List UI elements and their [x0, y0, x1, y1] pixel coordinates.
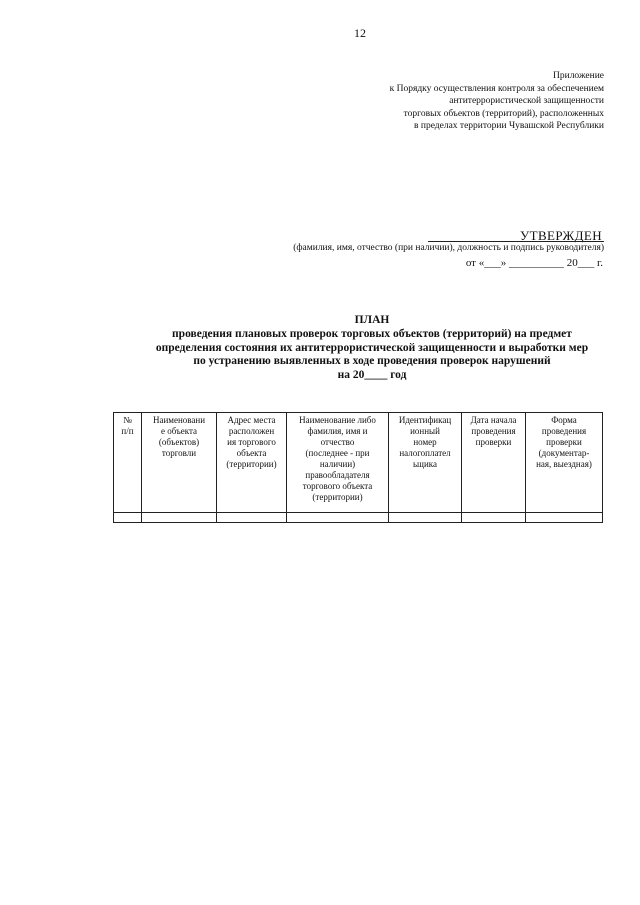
page-number: 12 — [354, 26, 366, 40]
column-header-line: наличии) — [319, 459, 356, 469]
table-cell — [114, 513, 142, 523]
signature-caption: (фамилия, имя, отчество (при наличии), должность и подпись руководителя) — [293, 243, 604, 253]
column-header-line: фамилия, имя и — [307, 426, 368, 436]
column-header-line: проверки — [546, 437, 582, 447]
column-header-address — [217, 413, 287, 513]
column-header-line: (территории) — [226, 459, 277, 469]
column-header-line: проведения — [541, 426, 587, 436]
table-cell — [526, 513, 603, 523]
plan-title-block — [92, 314, 640, 383]
column-header-start-date — [462, 413, 526, 513]
column-header-line: № — [123, 415, 132, 425]
table-cell — [462, 513, 526, 523]
column-header-line: Адрес места — [227, 415, 276, 425]
column-header-line: проведения — [471, 426, 516, 436]
column-header-line: проверки — [475, 437, 512, 447]
plan-subtitle-line: определения состояния их антитеррористической защищенности и выработки мер — [155, 341, 589, 354]
appendix-line: в пределах территории Чувашской Республики — [414, 121, 604, 131]
table-cell — [142, 513, 217, 523]
column-header-line: Идентификац — [398, 415, 452, 425]
appendix-line: Приложение — [553, 71, 604, 81]
table-cell — [217, 513, 287, 523]
signature-line — [428, 241, 604, 242]
appendix-line: антитеррористической защищенности — [449, 96, 604, 106]
column-header-line: торгового объекта — [302, 481, 373, 491]
table-cell — [389, 513, 462, 523]
column-header-number — [114, 413, 142, 513]
plan-subtitle-line: на 20____ год — [337, 369, 407, 382]
column-header-object-name — [142, 413, 217, 513]
column-header-line: номер — [413, 437, 437, 447]
approval-date-line: от «___» __________ 20___ г. — [465, 257, 603, 269]
table-header-row — [114, 413, 603, 513]
column-header-line: правообладателя — [305, 470, 370, 480]
plan-title: ПЛАН — [354, 314, 390, 326]
column-header-line: ьщика — [412, 459, 438, 469]
plan-subtitle-line: проведения плановых проверок торговых объектов (территорий) на предмет — [172, 327, 572, 340]
appendix-line: к Порядку осуществления контроля за обеспечением — [389, 83, 604, 94]
column-header-line: е объекта — [160, 426, 198, 436]
appendix-line: торговых объектов (территорий), расположенных — [403, 108, 604, 119]
column-header-line: Форма — [551, 415, 577, 425]
column-header-line: ия торгового — [227, 437, 276, 447]
column-header-line: отчество — [320, 437, 355, 447]
column-header-line: (объектов) — [158, 437, 200, 447]
column-header-tax-id — [389, 413, 462, 513]
appendix-header — [304, 70, 604, 133]
column-header-line: расположен — [228, 426, 275, 436]
column-header-line: Наименовани — [152, 415, 206, 425]
table-cell — [287, 513, 389, 523]
column-header-line: Наименование либо — [299, 415, 376, 425]
column-header-line: (последнее - при — [305, 448, 370, 458]
plan-subtitle-line: по устранению выявленных в ходе проведения проверок нарушений — [193, 355, 551, 368]
column-header-line: объекта — [236, 448, 267, 458]
approved-title: УТВЕРЖДЕН — [520, 228, 602, 243]
column-header-line: (территории) — [312, 492, 363, 502]
column-header-line: п/п — [121, 426, 134, 436]
column-header-line: Дата начала — [470, 415, 517, 425]
column-header-line: (документар- — [538, 448, 590, 458]
inspection-plan-table — [113, 412, 603, 523]
column-header-owner — [287, 413, 389, 513]
table-row — [114, 513, 603, 523]
column-header-line: налогоплател — [399, 448, 451, 458]
column-header-line: торговли — [161, 448, 197, 458]
column-header-inspection-form — [526, 413, 603, 513]
column-header-line: ная, выездная) — [536, 459, 592, 469]
column-header-line: ионный — [410, 426, 440, 436]
